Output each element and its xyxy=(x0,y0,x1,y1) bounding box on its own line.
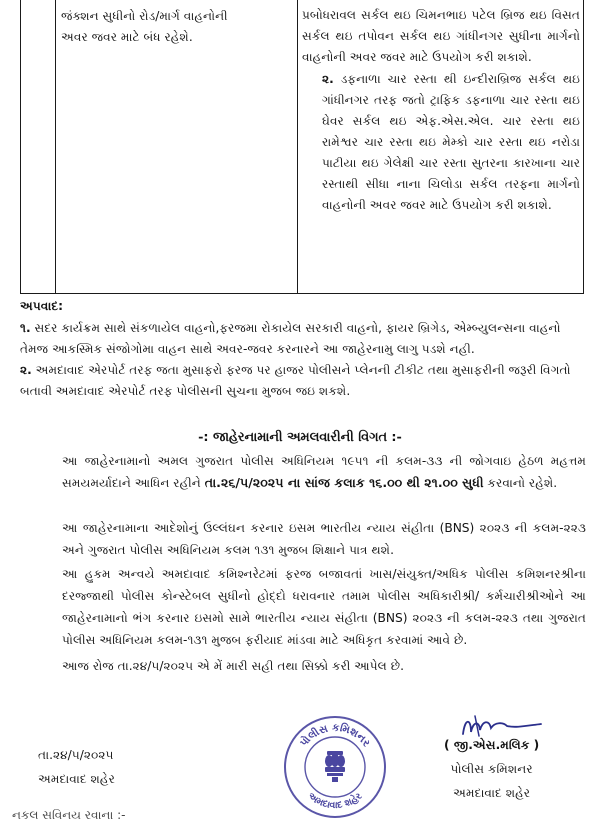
exception-item-2 xyxy=(20,360,586,402)
exception-1-text: સદર કાર્યક્રમ સાથે સંકળાયેલ વાહનો,ફરજમા રોકાયેલ સરકારી વાહનો, ફાયર બ્રિગેડ, એમ્બ્યુલન્સના વાહનો તેમજ આકસ્મિક સંજોગોમા વાહન સાથે અવર-જવર કરનારને આ જાહેરનામુ લાગુ પડશે નહી. xyxy=(20,321,561,356)
enforcement-time-window: તા.૨૬/૫/૨૦૨૫ ના સાંજ કલાક ૧૬.૦૦ થી ૨૧.૦૦ સુધી xyxy=(204,475,484,490)
officer-title: પોલીસ કમિશનર xyxy=(450,762,533,776)
alternate-route-cell xyxy=(302,5,580,216)
issue-date-place xyxy=(38,743,115,791)
officer-name: ( જી.એસ.મલિક ) xyxy=(444,738,540,752)
alternate-route-para-2 xyxy=(302,69,580,216)
enforcement-para-4-text: આજ રોજ તા.૨૪/૫/૨૦૨૫ એ મેં મારી સહી તથા સિક્કો કરી આપેલ છે. xyxy=(62,659,405,673)
table-border-col2 xyxy=(297,0,298,294)
enforcement-para-1-end: કરવાનો રહેશે. xyxy=(483,476,558,490)
enforcement-para-2-text: આ જાહેરનામાના આદેશોનું ઉલ્લંઘન કરનાર ઇસમ ભારતીય ન્યાય સંહીતા (BNS) ૨૦૨૩ ની કલમ-૨૨૩ અને ગુજરાત પોલીસ અધિનિયમ કલમ ૧૩૧ મુજબ શિક્ષાને પાત્ર થશે. xyxy=(62,521,586,557)
officer-city: અમદાવાદ શહેર xyxy=(453,786,531,800)
table-border-col1 xyxy=(55,0,56,294)
enforcement-para-3 xyxy=(20,563,586,651)
seal-top-text: પોલીસ કમિશનર xyxy=(297,721,373,750)
enforcement-para-3-text: આ હુકમ અન્વયે અમદાવાદ કમિશ્નરેટમાં ફરજ બજાવતાં ખાસ/સંયુક્ત/અધિક પોલીસ કમિશનરશ્રીના દરજ્જાથી પોલીસ કોન્સ્ટેબલ સુધીનો હોદ્દો ધરાવનાર તમામ પોલીસ અધિકારીશ્રી/ કર્મચારીશ્રીઓને આ જાહેરનામાનો ભંગ કરનાર ઇસમો સામે ભારતીય ન્યાય સંહીતા (BNS) ૨૦૨૩ ની કલમ-૨૨૩ તથા ગુજરાત પોલીસ અધિનિયમ કલમ-૧૩૧ મુજબ ફરીયાદ માંડવા માટે અધિકૃત કરવામાં આવે છે. xyxy=(62,567,586,647)
enforcement-para-2 xyxy=(20,517,586,561)
enforcement-heading: -: જાહેરનામાની અમલવારીની વિગત :- xyxy=(198,430,402,445)
table-border-right xyxy=(583,0,584,294)
enforcement-para-4 xyxy=(20,655,586,677)
alternate-route-text: ડફનાળા ચાર રસ્તા થી ઇન્દીરાબ્રિજ સર્કલ થઇ ગાંધીનગર તરફ જતો ટ્રાફિક ડફનાળા ચાર રસ્તા થઇ ઘેવર સર્કલ થઇ એફ.એસ.એલ. ચાર રસ્તા થઇ રામેશ્વર ચાર રસ્તા થઇ મેમ્કો ચાર રસ્તા થઇ નરોડા પાટીયા થઇ ગેલેક્ષી ચાર રસ્તા સુતરના કારખાના ચાર રસ્તાથી સીધા નાના ચિલોડા સર્કલ તરફના માર્ગનો વાહનોની અવર જવર માટે ઉપયોગ કરી શકાશે. xyxy=(322,72,580,212)
emblem-icon xyxy=(325,751,345,782)
officer-block xyxy=(444,733,539,805)
exception-1-number: ૧. xyxy=(20,321,31,335)
issue-place: અમદાવાદ શહેર xyxy=(38,772,115,786)
alternate-route-number: ૨. xyxy=(322,72,334,86)
enforcement-para-1 xyxy=(20,450,586,494)
police-commissioner-seal xyxy=(282,714,388,820)
exceptions-title: અપવાદ: xyxy=(20,299,64,313)
table-border-left xyxy=(20,0,21,294)
svg-text:અમદાવાદ શહેર xyxy=(306,790,365,811)
route-table xyxy=(20,0,584,294)
enforcement-para-1-start: આ જાહેરનામાનો અમલ ગુજરાત પોલીસ અધિનિયમ ૧૯૫૧ ની કલમ-૩૩ ની જોગવાઇ હેઠળ મહત્તમ સમયમર્યાદાને આધિન રહીને xyxy=(62,454,586,490)
closed-route-cell: જંક્શન સુધીનો રોડ/માર્ગ વાહનોની અવર જવર માટે બંધ રહેશે. xyxy=(61,9,228,44)
exception-2-text: અમદાવાદ એરપોર્ટ તરફ જતા મુસાફરો ફરજ પર હાજર પોલીસને પ્લેનની ટીકીટ તથા મુસાફરીની જરૂરી વિગતો બતાવી અમદાવાદ એરપોર્ટ તરફ પોલીસની સુચના મુજબ જઇ શકશે. xyxy=(20,363,571,398)
issue-date: તા.૨૪/૫/૨૦૨૫ xyxy=(38,748,114,762)
table-border-bottom xyxy=(20,293,584,294)
alternate-route-para-1: પ્રબોધરાવલ સર્કલ થઇ ચિમનભાઇ પટેલ બ્રિજ થઇ વિસત સર્કલ થઇ તપોવન સર્કલ થઇ ગાંધીનગર સુધીના માર્ગનો વાહનોની અવર જવર માટે ઉપયોગ કરી શકાશે. xyxy=(302,8,580,64)
seal-bottom-text: અમદાવાદ શહેર xyxy=(305,790,365,812)
copy-forwarded-line: નકલ સવિનય રવાના :- xyxy=(12,808,126,822)
exception-2-number: ૨. xyxy=(20,363,32,377)
exception-item-1 xyxy=(20,318,586,360)
